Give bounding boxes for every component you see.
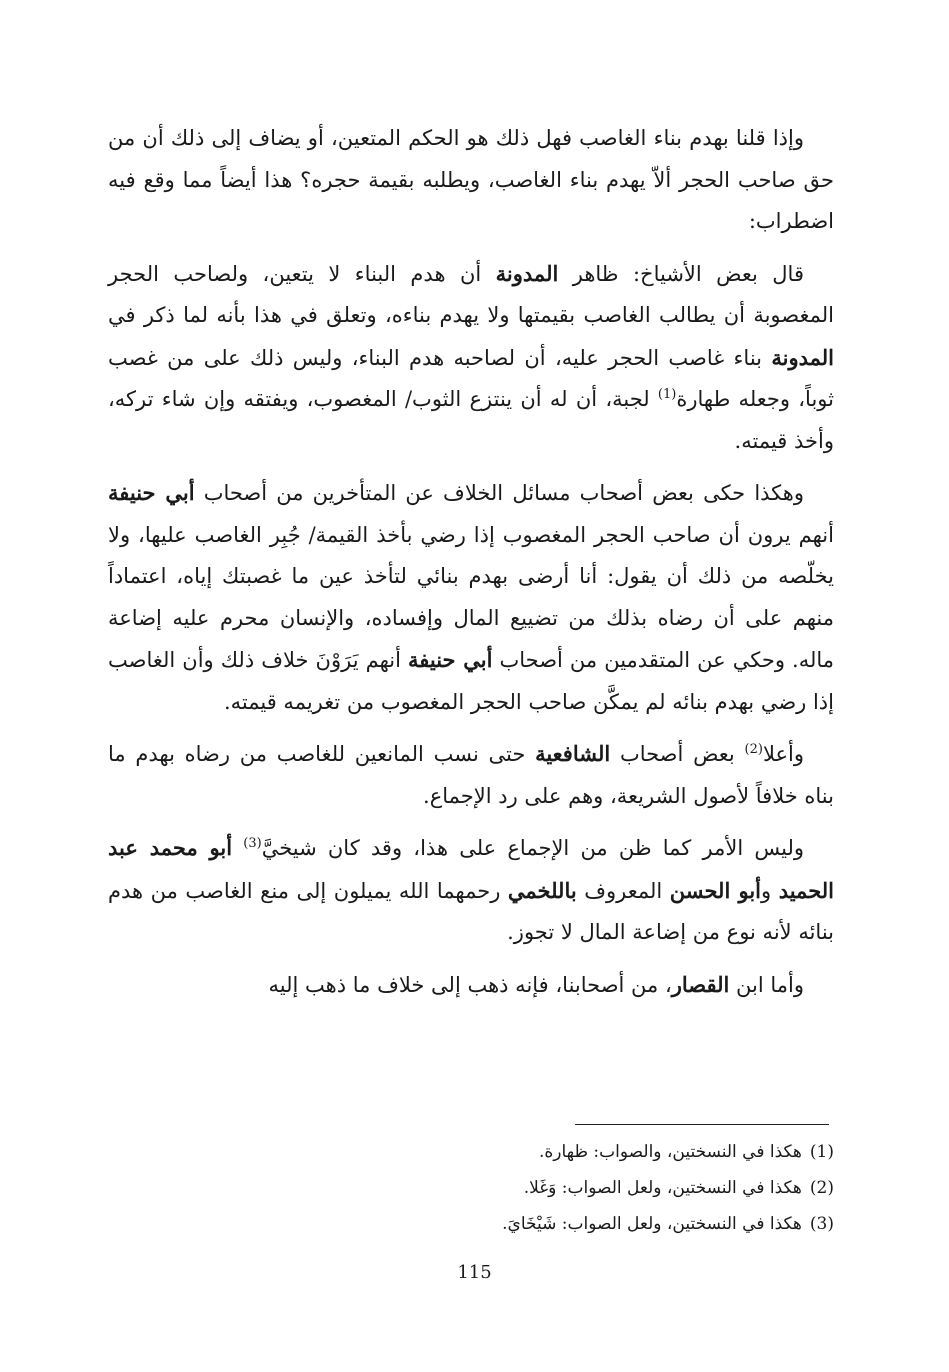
text-run: وأعلا [762,742,804,766]
footnote-marker: (1) [657,387,677,402]
paragraph [108,964,834,1007]
text-run: بناء غاصب الحجر عليه، أن لصاحبه هدم البناء، وليس ذلك على من غصب ثوباً، وجعله طهارة [108,345,834,411]
paragraph [108,118,834,243]
text-run: وهكذا حكى بعض أصحاب مسائل الخلاف عن المتأخرين من أصحاب [194,481,804,505]
footnote-text: هكذا في النسختين، ولعل الصواب: وَغَلا. [523,1178,802,1198]
text-run: لجبة، أن له أن ينتزع الثوب/ المغصوب، ويفتقه وإن شاء تركه، وأخذ قيمته. [108,387,834,453]
footnote-number: (3) [809,1214,834,1234]
text-run: بعض أصحاب [610,742,745,766]
bold-term: أبي حنيفة [408,647,493,672]
text-run: رحمهما الله يميلون إلى منع الغاصب من هدم بنائه لأنه نوع من إضاعة المال لا تجوز. [108,878,834,944]
paragraph [108,733,834,817]
bold-term: أبي حنيفة [108,480,195,505]
paragraph [108,827,834,954]
footnotes [108,1134,834,1242]
footnote-text: هكذا في النسختين، ولعل الصواب: شَيْخَايَ. [502,1214,802,1234]
paragraph [108,472,834,723]
text-run: المعروف [576,878,670,903]
page-number: 115 [457,1262,492,1283]
text-run: أنهم يرون أن صاحب الحجر المغصوب إذا رضي بأخذ القيمة/ جُبِر الغاصب عليها، ولا يخلّصه من ذلك أن يقول: أنا أرضى بهدم بنائي لتأخذ عين ما غصبتك إياه، اعتماداً منهم على أن رضاه بذلك من تضييع المال وإفساده، والإنسان محرم عليه إضاعة ماله. وحكي عن المتقدمين من أصحاب [108,522,835,672]
bold-term: أبو محمد عبد الحميد [108,835,834,903]
text-run [232,836,243,860]
footnote-number: (1) [809,1142,834,1162]
paragraph [108,253,834,463]
bold-term: الشافعية [535,741,611,766]
footnote-marker: (3) [243,836,262,851]
footnote-number: (2) [809,1178,834,1198]
bold-term: أبو الحسن [669,877,761,903]
text-run: وأما ابن [729,972,804,997]
main-text [108,118,834,1016]
text-run: أن هدم البناء لا يتعين، ولصاحب الحجر المغصوبة أن يطالب الغاصب بقيمتها ولا يهدم بناءه، وتعلق في هذا بأنه لما ذكر في [108,261,834,327]
footnote [108,1134,834,1170]
footnote-separator [575,1124,829,1125]
text-run: حتى نسب المانعين للغاصب من رضاه بهدم ما بناه خلافاً لأصول الشريعة، وهم على رد الإجماع. [108,742,834,808]
footnote-marker: (2) [744,742,763,757]
bold-term: المدونة [495,260,559,286]
text-run: وإذا قلنا بهدم بناء الغاصب فهل ذلك هو الحكم المتعين، أو يضاف إلى ذلك أن من حق صاحب الحجر ألاّ يهدم بناء الغاصب، ويطلبه بقيمة حجره؟ هذا أيضاً مما وقع فيه اضطراب: [108,126,834,233]
bold-term: المدونة [771,344,834,370]
footnote [108,1206,834,1242]
bold-term: القصار [671,971,730,997]
text-run: و [761,878,779,903]
text-run: قال بعض الأشياخ: ظاهر [558,261,804,286]
text-run: ، من أصحابنا، فإنه ذهب إلى خلاف ما ذهب إليه [268,972,672,997]
footnote-text: هكذا في النسختين، والصواب: ظهارة. [538,1142,802,1162]
bold-term: باللخمي [507,877,577,903]
text-run: وليس الأمر كما ظن من الإجماع على هذا، وقد كان شيخيَّ [261,836,804,860]
footnote [108,1170,834,1206]
text-run: أنهم يَرَوْنَ خلاف ذلك وأن الغاصب إذا رضي بهدم بنائه لم يمكَّن صاحب الحجر المغصوب من تغريمه قيمته. [108,648,834,714]
